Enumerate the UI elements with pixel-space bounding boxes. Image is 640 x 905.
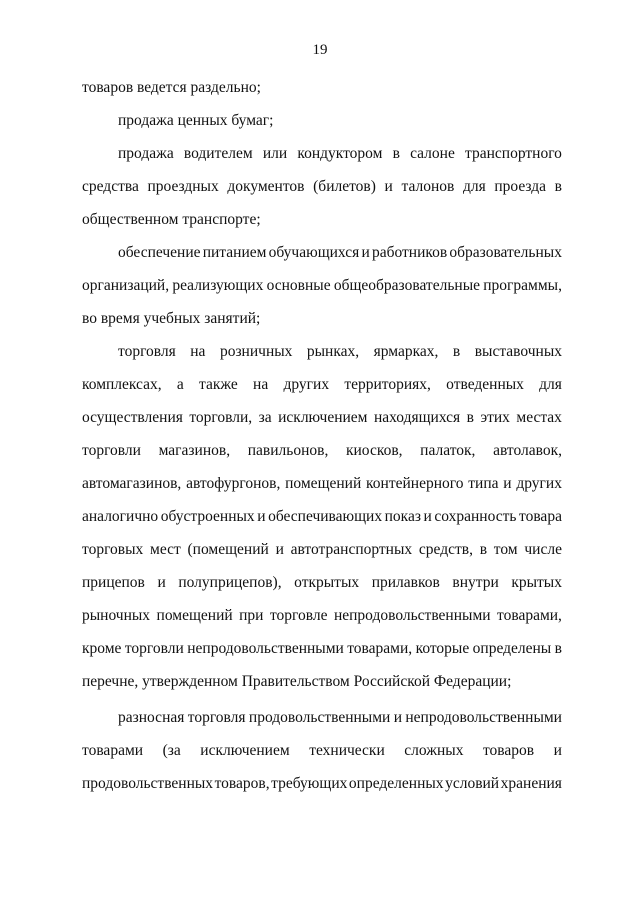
word: прицепов [82,574,145,591]
word: выставочных [474,343,562,360]
word: открытых [294,574,360,591]
word: проездных [147,178,219,195]
word: на [190,343,206,360]
word: и [257,508,266,525]
word: крытых [511,574,562,591]
text-line [82,742,562,760]
word: исключением [200,742,290,759]
word: том [493,541,518,558]
text-line [82,541,562,559]
word: находящихся [373,409,461,426]
word: продажа [118,145,174,162]
word: продовольственных [82,775,214,792]
word: (за [162,742,181,759]
word: разносная [118,709,185,726]
word: работников [371,244,448,261]
word: основные [266,277,331,294]
word: автолавок, [493,442,562,459]
word: в [392,145,400,162]
word: осуществления [82,409,183,426]
text-line [82,475,562,493]
word: и [553,742,562,759]
text-line [82,376,562,394]
word: определены [472,640,552,657]
word: условий [445,775,500,792]
word: также [199,376,238,393]
page-number: 19 [312,42,328,58]
word: ярмарках, [373,343,439,360]
word: и [393,709,402,726]
word: кондуктором [297,145,383,162]
text-line [82,178,562,196]
word: киосков, [345,442,403,459]
word: непродовольственными [405,709,562,726]
word: торговля [118,343,176,360]
word: организаций, [82,277,170,294]
word: товарами, [347,640,413,657]
text-line: продажа ценных бумаг; [118,112,274,129]
text-line: общественном транспорте; [82,211,261,228]
word: розничных [219,343,293,360]
text-line [82,508,562,526]
word: торговли [124,640,184,657]
word: в [554,640,562,657]
word: обеспечивающих [268,508,383,525]
word: исключением [278,409,368,426]
text-line [82,442,562,460]
word: средств, [418,541,473,558]
word: типа [468,475,499,492]
word: магазинов, [158,442,231,459]
word: а [176,376,184,393]
word: помещений [285,475,362,492]
word: общеобразовательные [333,277,480,294]
word: при [239,607,264,624]
word: палаток, [420,442,476,459]
word: торговли [82,442,141,459]
word: и [275,541,284,558]
word: этих [480,409,510,426]
word: комплексах, [82,376,162,393]
text-line [82,574,562,592]
word: товарами, [497,607,562,624]
word: автофургонов, [186,475,281,492]
word: и [361,244,370,261]
word: торговля [187,709,246,726]
word: образовательных [449,244,562,261]
word: в [554,178,562,195]
text-line: во время учебных занятий; [82,310,261,327]
word: обустроенных [160,508,255,525]
word: павильонов, [247,442,329,459]
text-line [82,277,562,295]
text-line [82,775,562,793]
word: автомагазинов, [82,475,182,492]
word: торговле [269,607,328,624]
word: помещений [156,607,233,624]
word: непродовольственными [333,607,491,624]
text-line [118,145,562,163]
word: других [516,475,562,492]
word: в [466,409,474,426]
word: на [253,376,269,393]
word: или [262,145,288,162]
word: в [479,541,488,558]
word: требующих [271,775,348,792]
word: рынках, [306,343,360,360]
word: (билетов) [313,178,376,195]
word: транспортного [465,145,562,162]
word: контейнерного [366,475,464,492]
word: непродовольственными [187,640,344,657]
word: внутри [452,574,499,591]
word: документов [227,178,305,195]
word: талонов [401,178,455,195]
word: кроме [82,640,122,657]
text-line [82,640,562,658]
word: питанием [202,244,267,261]
word: территориях, [344,376,431,393]
text-line [82,409,562,427]
word: за [258,409,272,426]
word: рыночных [82,607,151,624]
text-line [118,343,562,361]
word: водителем [183,145,253,162]
word: реализующих [172,277,264,294]
word: технически [309,742,385,759]
text-line [82,607,562,625]
word: торговых [82,541,144,558]
word: числе [524,541,562,558]
word: средства [82,178,139,195]
word: обучающихся [268,244,360,261]
word: салоне [410,145,455,162]
word: и [157,574,166,591]
word: товаров, [214,775,270,792]
word: для [462,178,486,195]
word: отведенных [446,376,524,393]
word: сложных [404,742,464,759]
text-line [118,244,562,262]
word: и [423,508,432,525]
word: определенных [348,775,444,792]
word: полуприцепов), [178,574,282,591]
word: товара [519,508,562,525]
word: программы, [483,277,562,294]
word: других [283,376,330,393]
word: местах [516,409,562,426]
word: торговли, [189,409,253,426]
word: в [452,343,461,360]
word: мест [150,541,181,558]
word: прилавков [371,574,440,591]
word: сохранность [434,508,517,525]
word: и [384,178,393,195]
word: показ [384,508,421,525]
word: автотранспортных [290,541,413,558]
word: продовольственными [248,709,391,726]
word: проезда [494,178,547,195]
word: хранения [500,775,562,792]
text-line: товаров ведется раздельно; [82,79,261,96]
word: (помещений [187,541,269,558]
text-line: перечне, утвержденном Правительством Российской Федерации; [82,673,512,690]
word: которые [415,640,470,657]
word: товарами [82,742,144,759]
word: товаров [482,742,535,759]
word: для [539,376,562,393]
word: аналогично [82,508,159,525]
word: и [503,475,512,492]
word: обеспечение [118,244,201,261]
text-line [118,709,562,727]
